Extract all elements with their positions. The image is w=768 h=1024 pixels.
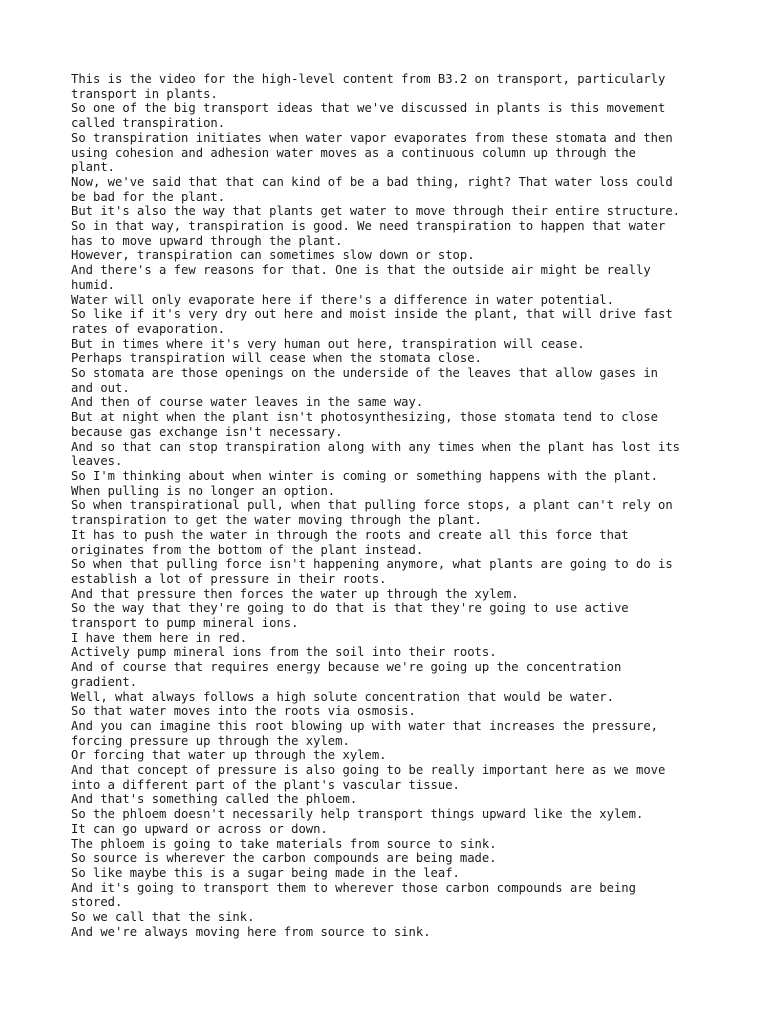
transcript-line: So source is wherever the carbon compounds are being made. [71,851,497,866]
transcript-line: Well, what always follows a high solute concentration that would be water. [71,689,614,704]
transcript-line: It can go upward or across or down. [71,821,328,836]
transcript-line: Now, we've said that that can kind of be a bad thing, right? That water loss could be bad for the plant. [71,174,673,204]
transcript-line: So in that way, transpiration is good. We need transpiration to happen that water has to move upward through the plant. [71,219,666,248]
transcript-line: So the way that they're going to do that is that they're going to use active transport to pump mineral ions. [71,601,629,631]
transcript-line: And then of course water leaves in the same way. [71,395,424,410]
transcript-line: So transpiration initiates when water vapor evaporates from these stomata and then using cohesion and adhesion water moves as a continuous column up through the plant. [71,130,673,175]
transcript-line: So we call that the sink. [71,910,255,925]
transcript-line: So the phloem doesn't necessarily help transport things upward like the xylem. [71,807,644,822]
transcript-line: And that's something called the phloem. [71,792,358,807]
transcript-line: However, transpiration can sometimes slow down or stop. [71,248,475,263]
transcript-line: And it's going to transport them to wherever those carbon compounds are being stored. [71,880,636,910]
transcript-line: And we're always moving here from source to sink. [71,924,431,939]
transcript-line: Water will only evaporate here if there's a difference in water potential. [71,292,614,307]
transcript-line: When pulling is no longer an option. [71,483,336,498]
transcript-line: And so that can stop transpiration along with any times when the plant has lost its leaves. [71,439,681,469]
transcript-line: So one of the big transport ideas that we've discussed in plants is this movement called transpiration. [71,101,666,131]
transcript-line: This is the video for the high-level content from B3.2 on transport, particularly transport in plants. [71,72,666,101]
transcript-line: And you can imagine this root blowing up with water that increases the pressure, forcing pressure up through the xylem. [71,718,658,748]
transcript-line: And of course that requires energy because we're going up the concentration gradient. [71,660,622,689]
transcript-line: So like if it's very dry out here and moist inside the plant, that will drive fast rates of evaporation. [71,307,673,336]
transcript-text [71,72,711,939]
transcript-line: Actively pump mineral ions from the soil into their roots. [71,645,497,660]
transcript-line: And that concept of pressure is also going to be really important here as we move into a different part of the plant's vascular tissue. [71,763,666,792]
document-page [71,72,711,939]
transcript-line: Or forcing that water up through the xylem. [71,748,387,763]
transcript-line: So like maybe this is a sugar being made in the leaf. [71,865,460,880]
transcript-line: So I'm thinking about when winter is coming or something happens with the plant. [71,468,658,483]
transcript-line: The phloem is going to take materials from source to sink. [71,836,497,851]
transcript-line: I have them here in red. [71,630,248,645]
transcript-line: But it's also the way that plants get water to move through their entire structure. [71,204,681,219]
transcript-line: It has to push the water in through the roots and create all this force that originates from the bottom of the plant instead. [71,527,629,557]
transcript-line: And there's a few reasons for that. One is that the outside air might be really humid. [71,263,651,292]
transcript-line: But at night when the plant isn't photosynthesizing, those stomata tend to close because gas exchange isn't necessary. [71,410,658,439]
transcript-line: But in times where it's very human out here, transpiration will cease. [71,336,585,351]
transcript-line: Perhaps transpiration will cease when the stomata close. [71,351,482,366]
transcript-line: So stomata are those openings on the underside of the leaves that allow gases in and out. [71,366,658,395]
transcript-line: So that water moves into the roots via osmosis. [71,704,416,719]
transcript-line: And that pressure then forces the water up through the xylem. [71,586,519,601]
transcript-line: So when that pulling force isn't happening anymore, what plants are going to do is establish a lot of pressure in their roots. [71,557,673,586]
transcript-line: So when transpirational pull, when that pulling force stops, a plant can't rely on transpiration to get the water moving through the plant. [71,498,673,528]
